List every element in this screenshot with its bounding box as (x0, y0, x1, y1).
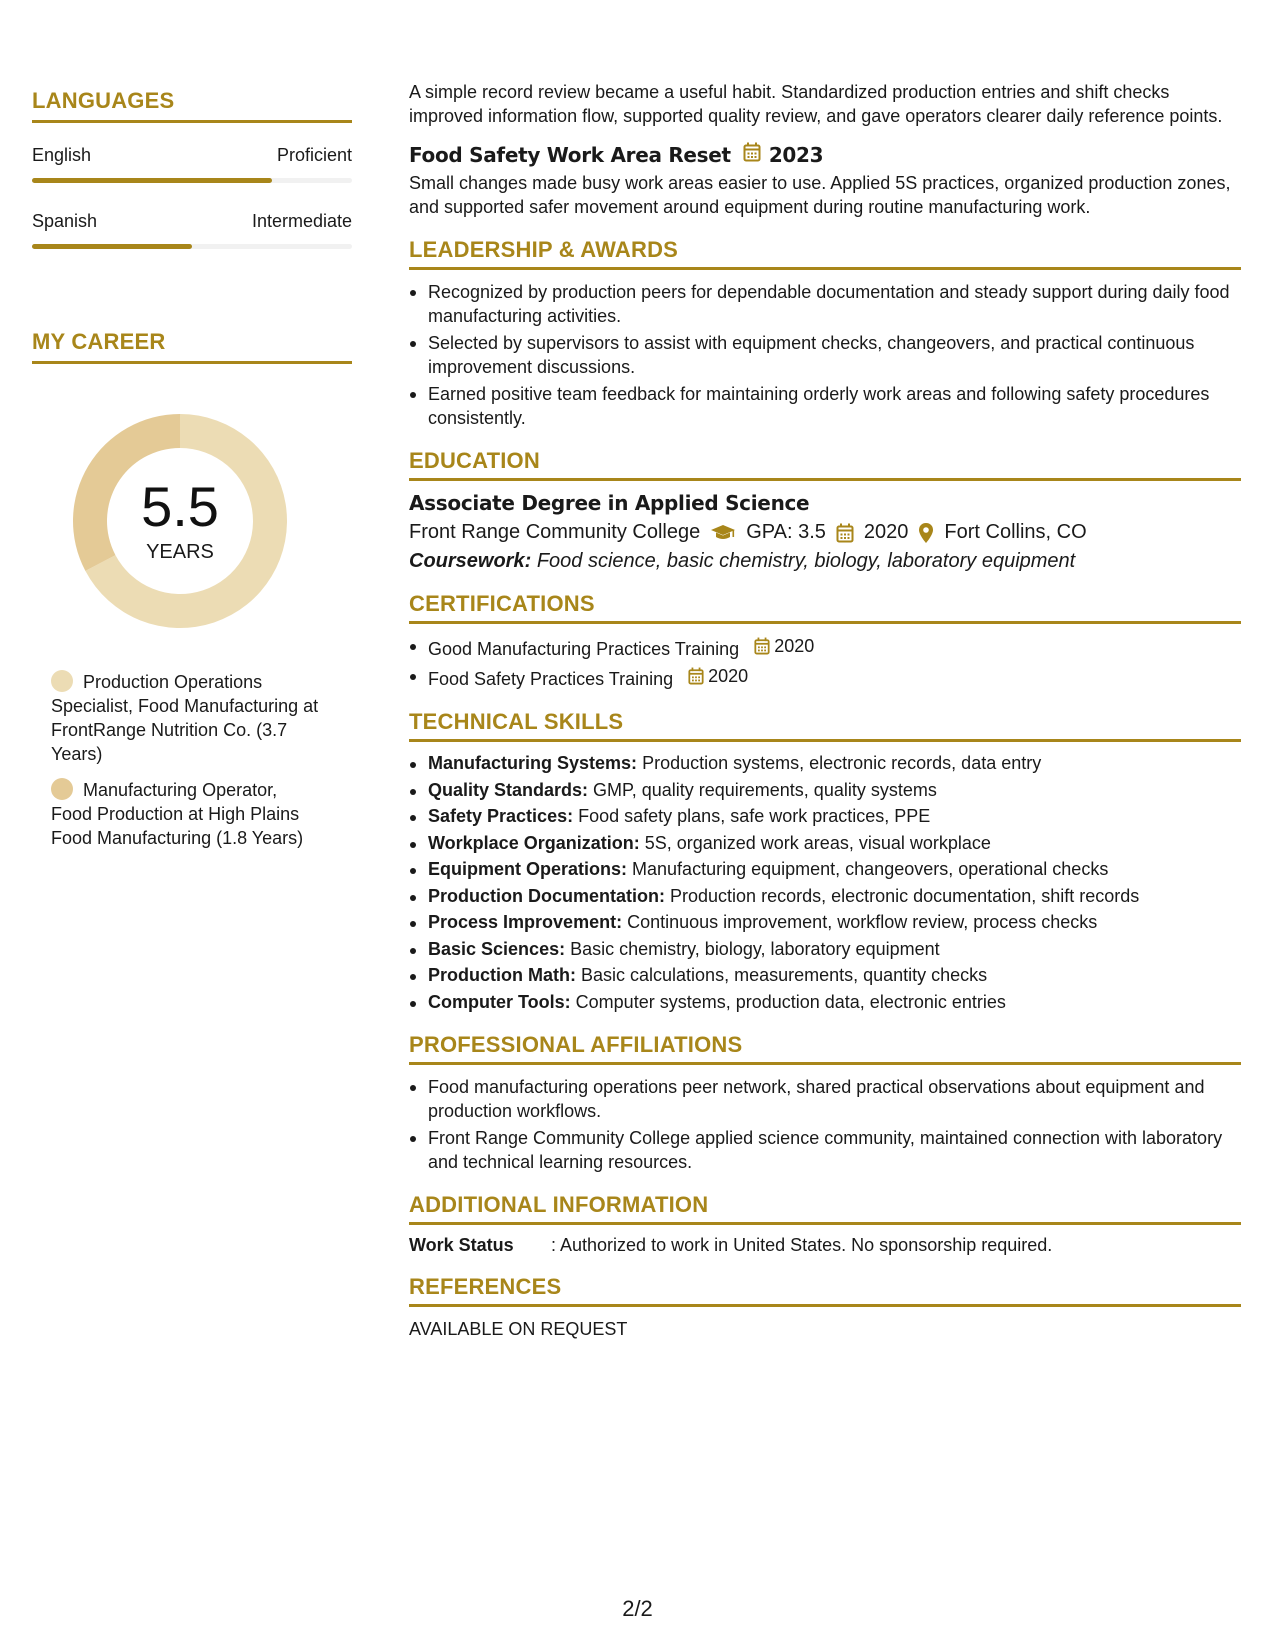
calendar-icon (836, 523, 854, 543)
education-heading: EDUCATION (409, 448, 1241, 481)
education-details (409, 521, 1241, 544)
skills-heading: TECHNICAL SKILLS (409, 709, 1241, 742)
list-item: Selected by supervisors to assist with equipment checks, changeovers, and practical continuous improvement discussions. (409, 331, 1241, 379)
career-donut-chart (67, 408, 293, 634)
right-column (409, 80, 1241, 1340)
skill-value: 5S, organized work areas, visual workplace (644, 832, 991, 853)
skill-label: Quality Standards: (428, 779, 589, 800)
skill-label: Production Math: (428, 965, 576, 985)
affiliations-list (409, 1075, 1241, 1174)
list-item (409, 779, 1241, 803)
certifications-list (409, 634, 1241, 691)
work-status-label: Work Status (409, 1235, 514, 1255)
languages-heading: LANGUAGES (32, 88, 352, 123)
list-item (409, 664, 1241, 691)
list-item: Front Range Community College applied science community, maintained connection with laboratory and technical learning resources. (409, 1126, 1241, 1174)
skill-value: GMP, quality requirements, quality systems (593, 779, 937, 800)
career-section (32, 329, 352, 850)
language-name: Spanish (32, 211, 98, 231)
skill-label: Safety Practices: (428, 806, 574, 826)
list-item (409, 911, 1241, 935)
left-column (32, 88, 352, 862)
education-gpa: GPA: 3.5 (746, 521, 826, 543)
list-item (409, 805, 1241, 829)
coursework-label: Coursework: (409, 550, 532, 572)
career-legend-item (51, 778, 322, 850)
references-heading: REFERENCES (409, 1274, 1241, 1307)
skill-value: Computer systems, production data, electronic entries (575, 991, 1006, 1012)
calendar-icon (743, 142, 761, 167)
skill-label: Basic Sciences: (428, 938, 566, 959)
skill-value: Basic calculations, measurements, quantity checks (581, 965, 988, 985)
legend-dot-icon (51, 670, 73, 692)
affiliations-heading: PROFESSIONAL AFFILIATIONS (409, 1032, 1241, 1065)
education-degree: Associate Degree in Applied Science (409, 491, 810, 515)
skill-value: Production systems, electronic records, data entry (642, 753, 1042, 773)
language-name: English (32, 145, 92, 165)
work-status-value: : Authorized to work in United States. No sponsorship required. (551, 1235, 1053, 1255)
page-number: 2/2 (622, 1596, 653, 1621)
career-legend-label: Manufacturing Operator, Food Production at High Plains Food Manufacturing (1.8 Years) (51, 780, 304, 848)
graduation-cap-icon (710, 524, 736, 542)
additional-heading: ADDITIONAL INFORMATION (409, 1192, 1241, 1225)
project-title: Food Safety Work Area Reset (409, 142, 731, 167)
coursework-value: Food science, basic chemistry, biology, laboratory equipment (536, 550, 1076, 572)
education-coursework (409, 550, 1241, 573)
career-heading: MY CAREER (32, 329, 352, 364)
skills-list (409, 752, 1241, 1014)
list-item: Food manufacturing operations peer network, shared practical observations about equipment and production workflows. (409, 1075, 1241, 1123)
certification-year: 2020 (708, 666, 749, 686)
skill-label: Production Documentation: (428, 885, 665, 906)
list-item: Earned positive team feedback for maintaining orderly work areas and following safety procedures consistently. (409, 382, 1241, 430)
certification-name: Good Manufacturing Practices Training (428, 639, 740, 659)
career-total-years: 5.5 (141, 474, 219, 538)
language-item (32, 145, 352, 183)
language-level: Proficient (276, 145, 352, 165)
project-year: 2023 (768, 142, 824, 167)
certification-name: Food Safety Practices Training (428, 669, 674, 689)
project-intro-text: A simple record review became a useful habit. Standardized production entries and shift checks improved information flow, supported quality review, and gave operators clearer daily reference points. (409, 82, 1223, 126)
skill-value: Continuous improvement, workflow review, process checks (627, 912, 1098, 932)
language-level-bar (32, 178, 352, 183)
skill-label: Workplace Organization: (428, 832, 640, 853)
list-item (409, 938, 1241, 962)
calendar-icon (754, 637, 770, 655)
career-legend-label: Production Operations Specialist, Food Manufacturing at FrontRange Nutrition Co. (3.7 Years) (51, 672, 319, 764)
language-level-fill (32, 178, 272, 183)
certification-year: 2020 (774, 636, 815, 656)
career-legend (32, 670, 322, 850)
list-item (409, 991, 1241, 1015)
leadership-heading: LEADERSHIP & AWARDS (409, 237, 1241, 270)
project-description: Small changes made busy work areas easier to use. Applied 5S practices, organized production zones, and supported safer movement around equipment during routine manufacturing work. (409, 173, 1231, 217)
education-school: Front Range Community College (409, 521, 701, 543)
skill-value: Basic chemistry, biology, laboratory equipment (570, 938, 940, 959)
language-level-fill (32, 244, 192, 249)
list-item: Recognized by production peers for dependable documentation and steady support during daily food manufacturing activities. (409, 280, 1241, 328)
list-item (409, 832, 1241, 856)
career-legend-item (51, 670, 322, 766)
legend-dot-icon (51, 778, 73, 800)
list-item (409, 634, 1241, 661)
education-location: Fort Collins, CO (944, 521, 1087, 543)
list-item (409, 752, 1241, 776)
language-level-bar (32, 244, 352, 249)
skill-label: Computer Tools: (428, 991, 571, 1012)
list-item (409, 885, 1241, 909)
skill-value: Manufacturing equipment, changeovers, operational checks (632, 859, 1109, 879)
list-item (409, 858, 1241, 882)
language-level: Intermediate (251, 211, 352, 231)
leadership-list (409, 280, 1241, 430)
project-title-row (409, 142, 1241, 167)
certifications-heading: CERTIFICATIONS (409, 591, 1241, 624)
references-text: AVAILABLE ON REQUEST (409, 1319, 628, 1339)
list-item (409, 964, 1241, 988)
calendar-icon (688, 667, 704, 685)
skill-label: Manufacturing Systems: (428, 753, 638, 773)
map-pin-icon (918, 522, 934, 544)
skill-label: Equipment Operations: (428, 859, 628, 879)
work-status-row (409, 1235, 1241, 1256)
education-year: 2020 (863, 521, 909, 543)
skill-value: Production records, electronic documentation, shift records (670, 885, 1140, 906)
skill-value: Food safety plans, safe work practices, PPE (578, 806, 931, 826)
career-years-unit: YEARS (146, 540, 214, 563)
skill-label: Process Improvement: (428, 912, 623, 932)
language-item (32, 211, 352, 249)
